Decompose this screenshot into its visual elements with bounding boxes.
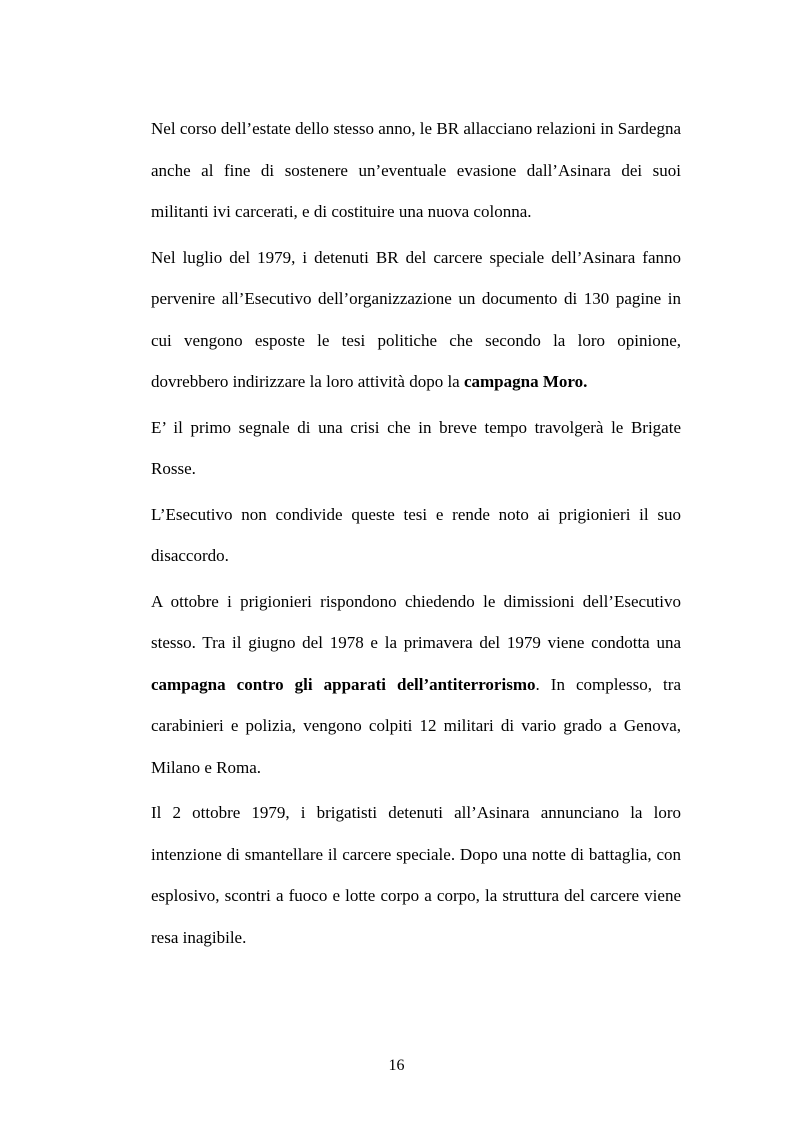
paragraph-2-bold-phrase: campagna Moro. xyxy=(463,372,588,391)
paragraph-5-text-end: . In complesso, tra carabinieri e polizia, vengono colpiti 12 militari di vario grado a Genova, Milano e Roma. xyxy=(151,674,681,777)
page-number: 16 xyxy=(388,1057,405,1074)
paragraph-2 xyxy=(151,237,681,403)
paragraph-6 xyxy=(151,792,681,958)
paragraph-5 xyxy=(151,581,681,789)
paragraph-5-text-start: A ottobre i prigionieri rispondono chiedendo le dimissioni dell’Esecutivo stesso. Tra il giugno del 1978 e la primavera del 1979 viene condotta una xyxy=(151,591,681,652)
paragraph-6-text: Il 2 ottobre 1979, i brigatisti detenuti all’Asinara annunciano la loro intenzione di smantellare il carcere speciale. Dopo una notte di battaglia, con esplosivo, scontri a fuoco e lotte corpo a corpo, la struttura del carcere viene resa inagibile. xyxy=(151,803,681,947)
paragraph-5-bold-phrase: campagna contro gli apparati dell’antiterrorismo xyxy=(151,674,536,694)
paragraph-3 xyxy=(151,407,681,490)
paragraph-2-text: Nel luglio del 1979, i detenuti BR del carcere speciale dell’Asinara fanno pervenire all’Esecutivo dell’organizzazione un documento di 130 pagine in cui vengono esposte le tesi politiche che secondo la loro opinione, dovrebbero indirizzare la loro attività dopo la xyxy=(151,247,681,391)
paragraph-4 xyxy=(151,494,681,577)
document-body xyxy=(151,108,681,962)
paragraph-1-text: Nel corso dell’estate dello stesso anno, le BR allacciano relazioni in Sardegna anche al fine di sostenere un’eventuale evasione dall’Asinara dei suoi militanti ivi carcerati, e di costituire una nuova colonna. xyxy=(151,119,681,221)
paragraph-3-text: E’ il primo segnale di una crisi che in breve tempo travolgerà le Brigate Rosse. xyxy=(151,417,681,478)
paragraph-4-text: L’Esecutivo non condivide queste tesi e rende noto ai prigionieri il suo disaccordo. xyxy=(151,504,681,565)
paragraph-1 xyxy=(151,108,681,233)
